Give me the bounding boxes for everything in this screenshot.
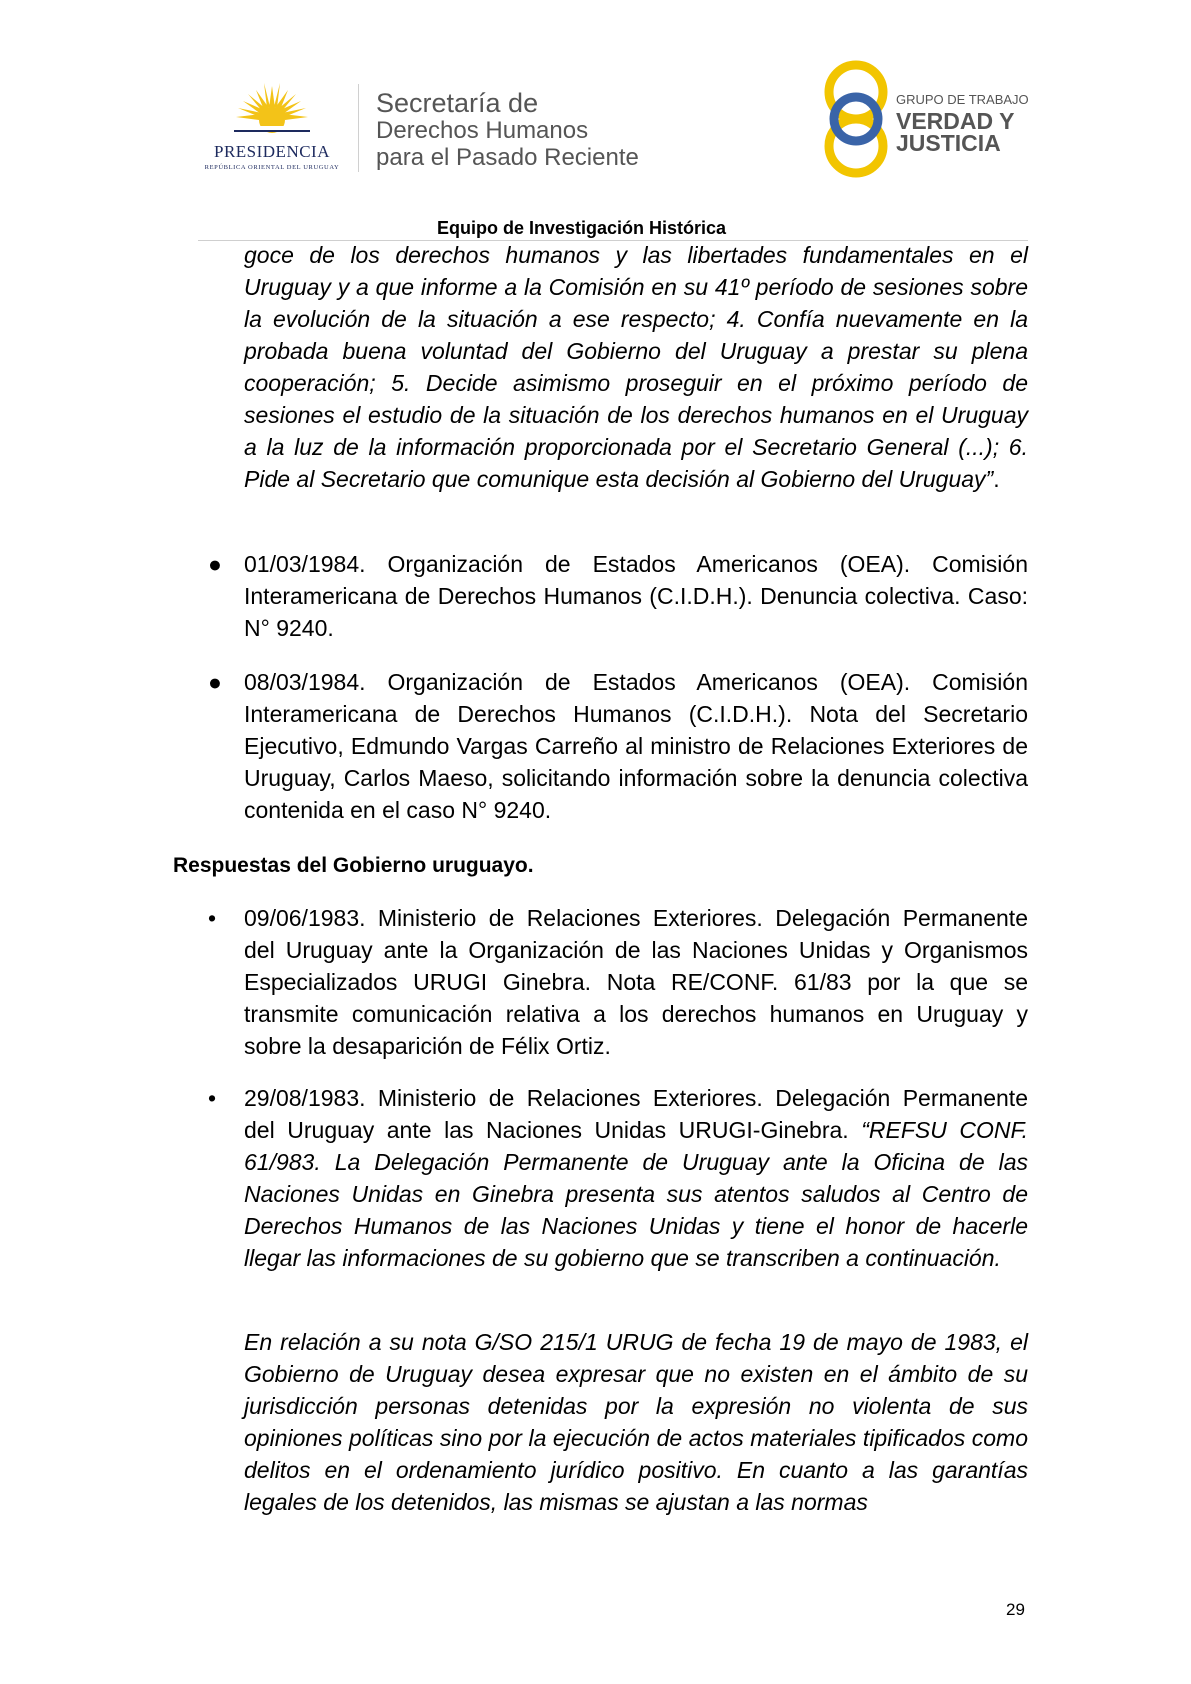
sun-icon: [234, 80, 310, 142]
intro-paragraph: [244, 239, 1028, 495]
item-quote: “REFSU CONF. 61/983. La Delegación Permanente de Uruguay ante la Oficina de las Naciones Unidas en Ginebra presenta sus atentos saludos al Centro de Derechos Humanos de las Naciones Unidas y tiene el honor de hacerle llegar las informaciones de su gobierno que se transcriben a continuación.: [244, 1117, 1028, 1271]
presidencia-subtitle: REPÚBLICA ORIENTAL DEL URUGUAY: [204, 164, 340, 171]
page-number: 29: [1006, 1600, 1025, 1619]
verdad-justicia-logo: [822, 58, 1032, 180]
intro-quote: goce de los derechos humanos y las libertades fundamentales en el Uruguay y a que informe a la Comisión en su 41º período de sesiones sobre la evolución de la situación a ese respecto; 4. Confía nuevamente en la probada buena voluntad del Gobierno del Uruguay a prestar su plena cooperación; 5. Decide asimismo proseguir en el próximo período de sesiones el estudio de la situación de los derechos humanos en el Uruguay a la luz de la información proporcionada por el Secretario General (...); 6. Pide al Secretario que comunique esta decisión al Gobierno del Uruguay”: [244, 242, 1028, 492]
list-item: 08/03/1984. Organización de Estados Americanos (OEA). Comisión Interamericana de Derechos Humanos (C.I.D.H.). Nota del Secretario Ejecutivo, Edmundo Vargas Carreño al ministro de Relaciones Exteriores de Uruguay, Carlos Maeso, solicitando información sobre la denuncia colectiva contenida en el caso N° 9240.: [244, 669, 1028, 823]
presidencia-name: PRESIDENCIA: [213, 142, 330, 161]
closing-paragraph: En relación a su nota G/SO 215/1 URUG de fecha 19 de mayo de 1983, el Gobierno de Uruguay desea expresar que no existen en el ámbito de su jurisdicción personas detenidas por la expresión no violenta de sus opiniones políticas sino por la ejecución de actos materiales tipificados como delitos en el ordenamiento jurídico positivo. En cuanto a las garantías legales de los detenidos, las mismas se ajustan a las normas: [244, 1329, 1028, 1515]
item-text: 29/08/1983. Ministerio de Relaciones Exteriores. Delegación Permanente del Uruguay ante las Naciones Unidas URUGI-Ginebra.: [244, 1085, 1028, 1143]
bullet-icon: ●: [208, 551, 222, 577]
secretaria-line-1: Secretaría de: [376, 88, 539, 118]
rings-icon: [822, 58, 894, 180]
list-item: [244, 1082, 1028, 1274]
verdad-label: VERDAD Y: [896, 108, 1015, 134]
justicia-label: JUSTICIA: [896, 130, 1001, 156]
list-item: 09/06/1983. Ministerio de Relaciones Exteriores. Delegación Permanente del Uruguay ante la Organización de las Naciones Unidas y Organismos Especializados URUGI Ginebra. Nota RE/CONF. 61/83 por la que se transmite comunicación relativa a los derechos humanos en Uruguay y sobre la desaparición de Félix Ortiz.: [244, 905, 1028, 1059]
intro-period: .: [993, 466, 1000, 492]
header-divider: [358, 84, 359, 172]
presidencia-logo: [196, 80, 348, 176]
secretaria-title: [376, 90, 639, 171]
section-heading: Respuestas del Gobierno uruguayo.: [173, 854, 534, 877]
list-item: 01/03/1984. Organización de Estados Americanos (OEA). Comisión Interamericana de Derechos Humanos (C.I.D.H.). Denuncia colectiva. Caso: N° 9240.: [244, 551, 1028, 641]
grupo-trabajo-label: GRUPO DE TRABAJO: [896, 92, 1029, 107]
team-title: Equipo de Investigación Histórica: [437, 218, 727, 238]
bullet-icon: ●: [208, 669, 222, 695]
secretaria-line-2: Derechos Humanos: [376, 117, 589, 144]
bullet-icon: •: [208, 905, 217, 931]
secretaria-line-3: para el Pasado Reciente: [376, 144, 639, 171]
bullet-icon: •: [208, 1085, 217, 1111]
